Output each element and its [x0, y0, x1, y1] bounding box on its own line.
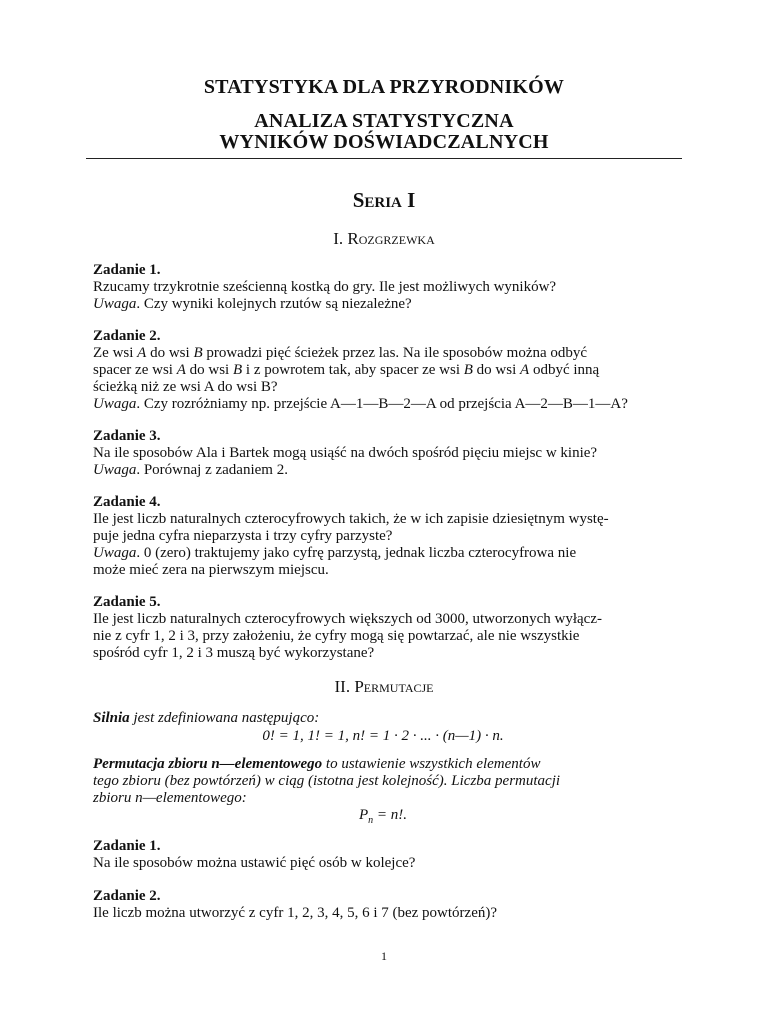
task-text: puje jedna cyfra nieparzysta i trzy cyfry parzyste? [93, 528, 393, 544]
formula-permutations: $P_n = n$!. [358, 807, 408, 826]
note-label: Uwaga [93, 462, 137, 478]
task-text: ścieżką niż ze wsi A do wsi B? [93, 379, 278, 395]
task-text: nie z cyfr 1, 2 i 3, przy założeniu, że cyfry mogą się powtarzać, ale nie wszystkie [93, 628, 580, 644]
task-title: Zadanie 2. [93, 328, 161, 344]
task-text: Ile jest liczb naturalnych czterocyfrowych większych od 3000, utworzonych wyłącz- [93, 611, 602, 627]
task-text: Rzucamy trzykrotnie sześcienną kostką do gry. Ile jest możliwych wyników? [93, 279, 557, 295]
task-block [93, 494, 673, 579]
task-note: Uwaga. Porównaj z zadaniem 2. [93, 462, 288, 478]
task-block [93, 888, 673, 922]
task-title: Zadanie 3. [93, 428, 161, 444]
task-text: Na ile sposobów Ala i Bartek mogą usiąść na dwóch spośród pięciu miejsc w kinie? [93, 445, 598, 461]
page-number: 1 [381, 949, 387, 963]
task-text: Ile liczb można utworzyć z cyfr 1, 2, 3, 4, 5, 6 i 7 (bez powtórzeń)? [93, 905, 498, 921]
task-title: Zadanie 1. [93, 262, 161, 278]
task-block [93, 428, 673, 479]
task-note: Uwaga. Czy wyniki kolejnych rzutów są niezależne? [93, 296, 412, 312]
section-heading-warmup: I. Rozgrzewka [333, 229, 435, 248]
task-block [93, 262, 673, 313]
task-note: Uwaga. Czy rozróżniamy np. przejście A—1—B—2—A od przejścia A—2—B—1—A? [93, 396, 628, 412]
task-text: spośród cyfr 1, 2 i 3 muszą być wykorzystane? [93, 645, 375, 661]
task-block [93, 838, 673, 872]
task-title: Zadanie 1. [93, 838, 161, 854]
title-divider [86, 158, 682, 159]
definition-text: zbioru n—elementowego: [93, 790, 247, 806]
task-text: Na ile sposobów można ustawić pięć osób w kolejce? [93, 855, 416, 871]
note-label: Uwaga [93, 296, 137, 312]
task-text: Ze wsi A do wsi B prowadzi pięć ścieżek przez las. Na ile sposobów można odbyć [93, 345, 588, 361]
definition-text: tego zbioru (bez powtórzeń) w ciąg (istotna jest kolejność). Liczba permutacji [93, 773, 561, 789]
task-text: Ile jest liczb naturalnych czterocyfrowych takich, że w ich zapisie dziesiętnym wystę- [93, 511, 609, 527]
series-heading: Seria I [352, 188, 416, 212]
definition-text: Permutacja zbioru n—elementowego to ustawienie wszystkich elementów [93, 756, 541, 772]
formula-factorial: 0! = 1, 1! = 1, n! = 1 · 2 · ... · (n—1) · n. [262, 728, 504, 744]
task-title: Zadanie 4. [93, 494, 161, 510]
task-text: może mieć zera na pierwszym miejscu. [93, 562, 329, 578]
definition-block [93, 710, 673, 745]
note-label: Uwaga [93, 545, 137, 561]
task-title: Zadanie 2. [93, 888, 161, 904]
definition-text: Silnia jest zdefiniowana następująco: [93, 710, 320, 726]
definition-block [93, 756, 673, 829]
definition-term: Silnia [93, 710, 130, 726]
document-subtitle-line2: WYNIKÓW DOŚWIADCZALNYCH [219, 131, 549, 153]
task-note: Uwaga. 0 (zero) traktujemy jako cyfrę parzystą, jednak liczba czterocyfrowa nie [93, 545, 577, 561]
task-block [93, 328, 673, 413]
section-heading-permutations: II. Permutacje [334, 677, 434, 696]
task-block [93, 594, 673, 662]
document-title: STATYSTYKA DLA PRZYRODNIKÓW [203, 76, 565, 98]
document-subtitle-line1: ANALIZA STATYSTYCZNA [254, 110, 514, 132]
task-text: spacer ze wsi A do wsi B i z powrotem tak, aby spacer ze wsi B do wsi A odbyć inną [93, 362, 600, 378]
task-title: Zadanie 5. [93, 594, 161, 610]
note-label: Uwaga [93, 396, 137, 412]
definition-term: Permutacja zbioru n—elementowego [93, 756, 323, 772]
